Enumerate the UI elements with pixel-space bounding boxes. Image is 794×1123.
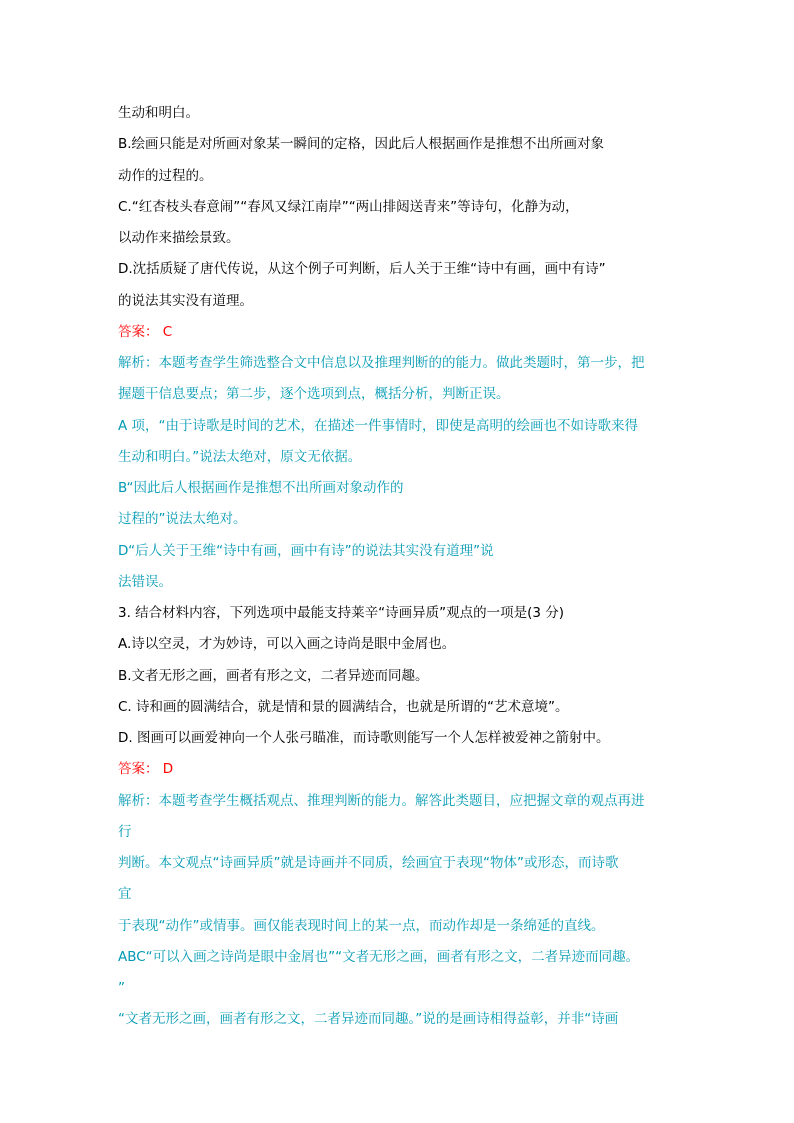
option-b: B.绘画只能是对所画对象某一瞬间的定格，因此后人根据画作是推想不出所画对象 [118,136,605,152]
option-a: A.诗以空灵，才为妙诗，可以入画之诗尚是眼中金屑也。 [118,636,456,652]
analysis-text: 解析：本题考查学生概括观点、推理判断的能力。解答此类题目，应把握文章的观点再进 [118,793,645,809]
option-c: C. 诗和画的圆满结合，就是情和景的圆满结合，也就是所谓的“艺术意境”。 [118,699,569,715]
analysis-text: 于表现“动作”或情事。画仅能表现时间上的某一点，而动作却是一条绵延的直线。 [118,918,605,934]
option-c: C.“红杏枝头春意闹”“春风又绿江南岸”“两山排闼送青来”等诗句，化静为动， [118,199,579,215]
analysis-text: 判断。本文观点“诗画异质”就是诗画并不同质，绘画宜于表现“物体”或形态，而诗歌 [118,855,619,871]
analysis-text: 过程的”说法太绝对。 [118,511,247,527]
analysis-text: ABC“可以入画之诗尚是眼中金屑也”“文者无形之画，画者有形之文，二者异迹而同趣。 [118,949,640,965]
option-d: D.沈括质疑了唐代传说，从这个例子可判断，后人关于王维“诗中有画，画中有诗” [118,261,606,277]
analysis-text: A 项，“由于诗歌是时间的艺术，在描述一件事情时，即使是高明的绘画也不如诗歌来得 [118,418,639,434]
analysis-text: 法错误。 [118,574,172,590]
analysis-text: 握题干信息要点；第二步，逐个选项到点，概括分析，判断正误。 [118,386,510,402]
analysis-text: ” [118,980,125,996]
question-3: 3. 结合材料内容，下列选项中最能支持莱辛“诗画异质”观点的一项是(3 分) [118,605,565,621]
option-d: D. 图画可以画爱神向一个人张弓瞄准，而诗歌则能写一个人怎样被爱神之箭射中。 [118,730,610,746]
text-line: 动作的过程的。 [118,168,213,184]
analysis-text: 宜 [118,886,132,902]
analysis-text: 生动和明白。”说法太绝对，原文无依据。 [118,449,362,465]
text-line: 以动作来描绘景致。 [118,230,240,246]
text-line: 生动和明白。 [118,105,199,121]
text-line: 的说法其实没有道理。 [118,293,253,309]
analysis-text: “文者无形之画，画者有形之文，二者异迹而同趣。”说的是画诗相得益彰，并非“诗画 [118,1011,619,1027]
option-b: B.文者无形之画，画者有形之文，二者异迹而同趣。 [118,668,429,684]
analysis-text: 解析：本题考查学生筛选整合文中信息以及推理判断的的能力。做此类题时，第一步，把 [118,355,645,371]
answer-label: 答案： C [118,324,173,340]
analysis-text: 行 [118,824,132,840]
analysis-text: B“因此后人根据画作是推想不出所画对象动作的 [118,480,404,496]
analysis-text: D“后人关于王维“诗中有画，画中有诗”的说法其实没有道理”说 [118,543,494,559]
answer-label: 答案： D [118,761,174,777]
